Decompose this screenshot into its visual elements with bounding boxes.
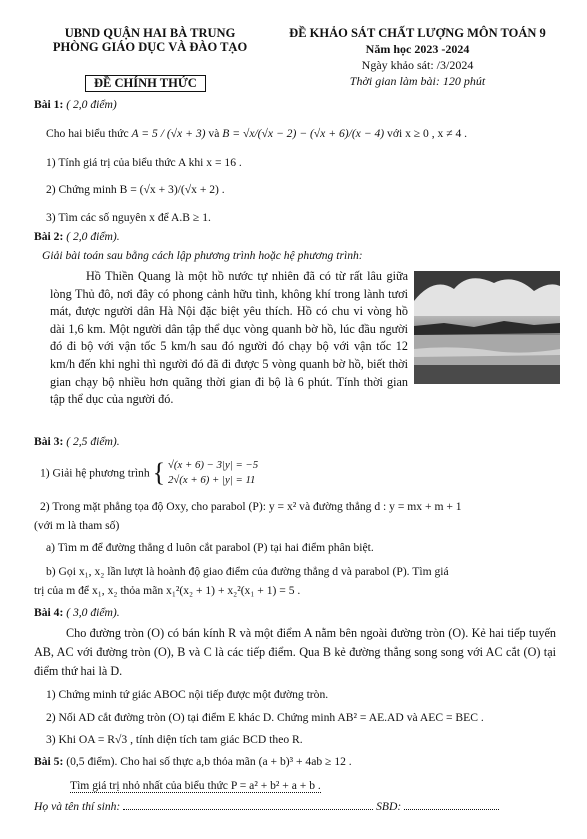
- bai4-title: Bài 4:: [34, 606, 64, 619]
- footer: [34, 800, 554, 813]
- bai1-expressions: [46, 120, 467, 148]
- school-year: Năm học 2023 -2024: [365, 42, 470, 56]
- bai1-question-2: 2) Chứng minh B = (√x + 3)/(√x + 2) .: [46, 183, 225, 196]
- sbd-label: SBD:: [376, 800, 402, 813]
- bai4-points: ( 3,0 điểm).: [66, 606, 120, 619]
- bai2-heading: [34, 230, 120, 243]
- system-equation-2: 2√(x + 6) + |y| = 11: [167, 474, 256, 486]
- bai1-question-1: 1) Tính giá trị của biểu thức A khi x = 16 .: [46, 156, 242, 169]
- bai5-statement: [34, 755, 352, 768]
- bai4-heading: [34, 606, 120, 619]
- bai3-q1-intro: 1) Giải hệ phương trình: [40, 466, 150, 480]
- bai3-question-1: 1) Giải hệ phương trình { √(x + 6) − 3|y| = −5 2√(x + 6) + |y| = 11: [40, 458, 259, 487]
- bai3-question-2-note: (với m là tham số): [34, 519, 120, 532]
- bai4-question-3: 3) Khi OA = R√3 , tính diện tích tam giác BCD theo R.: [46, 733, 303, 746]
- bai2-instruction: Giải bài toán sau bằng cách lập phương trình hoặc hệ phương trình:: [42, 249, 363, 262]
- bai1-points: ( 2,0 điểm): [66, 98, 117, 111]
- bai5-question: Tìm giá trị nhỏ nhất của biểu thức P = a² + b² + a + b .: [70, 779, 321, 792]
- bai5-text: (0,5 điểm). Cho hai số thực a,b thỏa mãn (a + b)³ + 4ab ≥ 12 .: [66, 755, 352, 768]
- bai1-title: Bài 1:: [34, 98, 64, 111]
- bai1-and: và: [208, 127, 220, 140]
- official-label: ĐỀ CHÍNH THỨC: [85, 75, 206, 92]
- bai1-condition: với x ≥ 0 , x ≠ 4 .: [387, 127, 468, 140]
- expr-b: B = √x/(√x − 2) − (√x + 6)/(x − 4): [222, 127, 385, 140]
- school-district: UBND QUẬN HAI BÀ TRUNG: [64, 26, 236, 40]
- bai4-question-1: 1) Chứng minh tứ giác ABOC nội tiếp được một đường tròn.: [46, 688, 329, 701]
- candidate-name-label: Họ và tên thí sinh:: [34, 800, 121, 813]
- exam-title: ĐỀ KHẢO SÁT CHẤT LƯỢNG MÔN TOÁN 9: [289, 26, 546, 40]
- bai3-question-2b-line1: b) Gọi x₁, x₂ lần lượt là hoành độ giao điểm của đường thẳng d và parabol (P). Tìm giá: [46, 565, 449, 578]
- bai4-problem-text: Cho đường tròn (O) có bán kính R và một điểm A nằm bên ngoài đường tròn (O). Kẻ hai tiếp tuyến AB, AC với đường tròn (O), B và C là các tiếp điểm. Qua B kẻ đường thẳng song song với AC cắt (O) tại điểm thứ hai là D.: [34, 626, 556, 678]
- bai1-intro: Cho hai biểu thức: [46, 127, 129, 140]
- system-equation-1: √(x + 6) − 3|y| = −5: [167, 459, 259, 471]
- exam-duration: Thời gian làm bài: 120 phút: [349, 74, 486, 88]
- bai2-title: Bài 2:: [34, 230, 64, 243]
- bai3-title: Bài 3:: [34, 435, 64, 448]
- bai5-title: Bài 5:: [34, 755, 64, 768]
- bai1-question-3: 3) Tìm các số nguyên x để A.B ≥ 1.: [46, 211, 211, 224]
- candidate-name-line: [123, 809, 373, 810]
- expr-a: A = 5 / (√x + 3): [131, 127, 206, 140]
- bai3-heading: [34, 435, 120, 448]
- bai2-problem-text: Hồ Thiền Quang là một hồ nước tự nhiên đã có từ rất lâu giữa lòng Thủ đô, nơi đây có phong cảnh hữu tình, không khí trong lành tươi mát, được người dân Hà Nội đặc biệt yêu thích. Hồ có chu vi vòng hồ dài 1,6 km. Một người dân tập thể dục vòng quanh bờ hồ, lúc đầu người đó đi bộ với vận tốc 5 km/h sau đó người đó chạy bộ với vận tốc 12 km/h đến khi nghỉ thì người đó đã đi được 5 vòng quanh bờ hồ, biết thời gian chạy bộ nhiều hơn quãng thời gian đi bộ là 6 phút. Tính thời gian tập thể dục của người đó.: [50, 269, 408, 407]
- exam-date: Ngày khảo sát: /3/2024: [361, 58, 474, 72]
- bai3-question-2: 2) Trong mặt phẳng tọa độ Oxy, cho parabol (P): y = x² và đường thẳng d : y = mx + m + 1: [40, 500, 462, 513]
- lake-photo: [414, 271, 560, 384]
- bai4-question-2: 2) Nối AD cắt đường tròn (O) tại điểm E khác D. Chứng minh AB² = AE.AD và AEC = BEC .: [46, 711, 484, 724]
- bai3-points: ( 2,5 điểm).: [66, 435, 120, 448]
- bai3-question-2b-line2: trị của m để x₁, x₂ thỏa mãn x₁²(x₂ + 1) + x₂²(x₁ + 1) = 5 .: [34, 584, 301, 597]
- department-name: PHÒNG GIÁO DỤC VÀ ĐÀO TẠO: [52, 40, 248, 54]
- bai2-points: ( 2,0 điểm).: [66, 230, 120, 243]
- bai1-heading: [34, 98, 117, 111]
- bai3-question-2a: a) Tìm m để đường thẳng d luôn cắt parabol (P) tại hai điểm phân biệt.: [46, 541, 374, 554]
- sbd-line: [404, 809, 499, 810]
